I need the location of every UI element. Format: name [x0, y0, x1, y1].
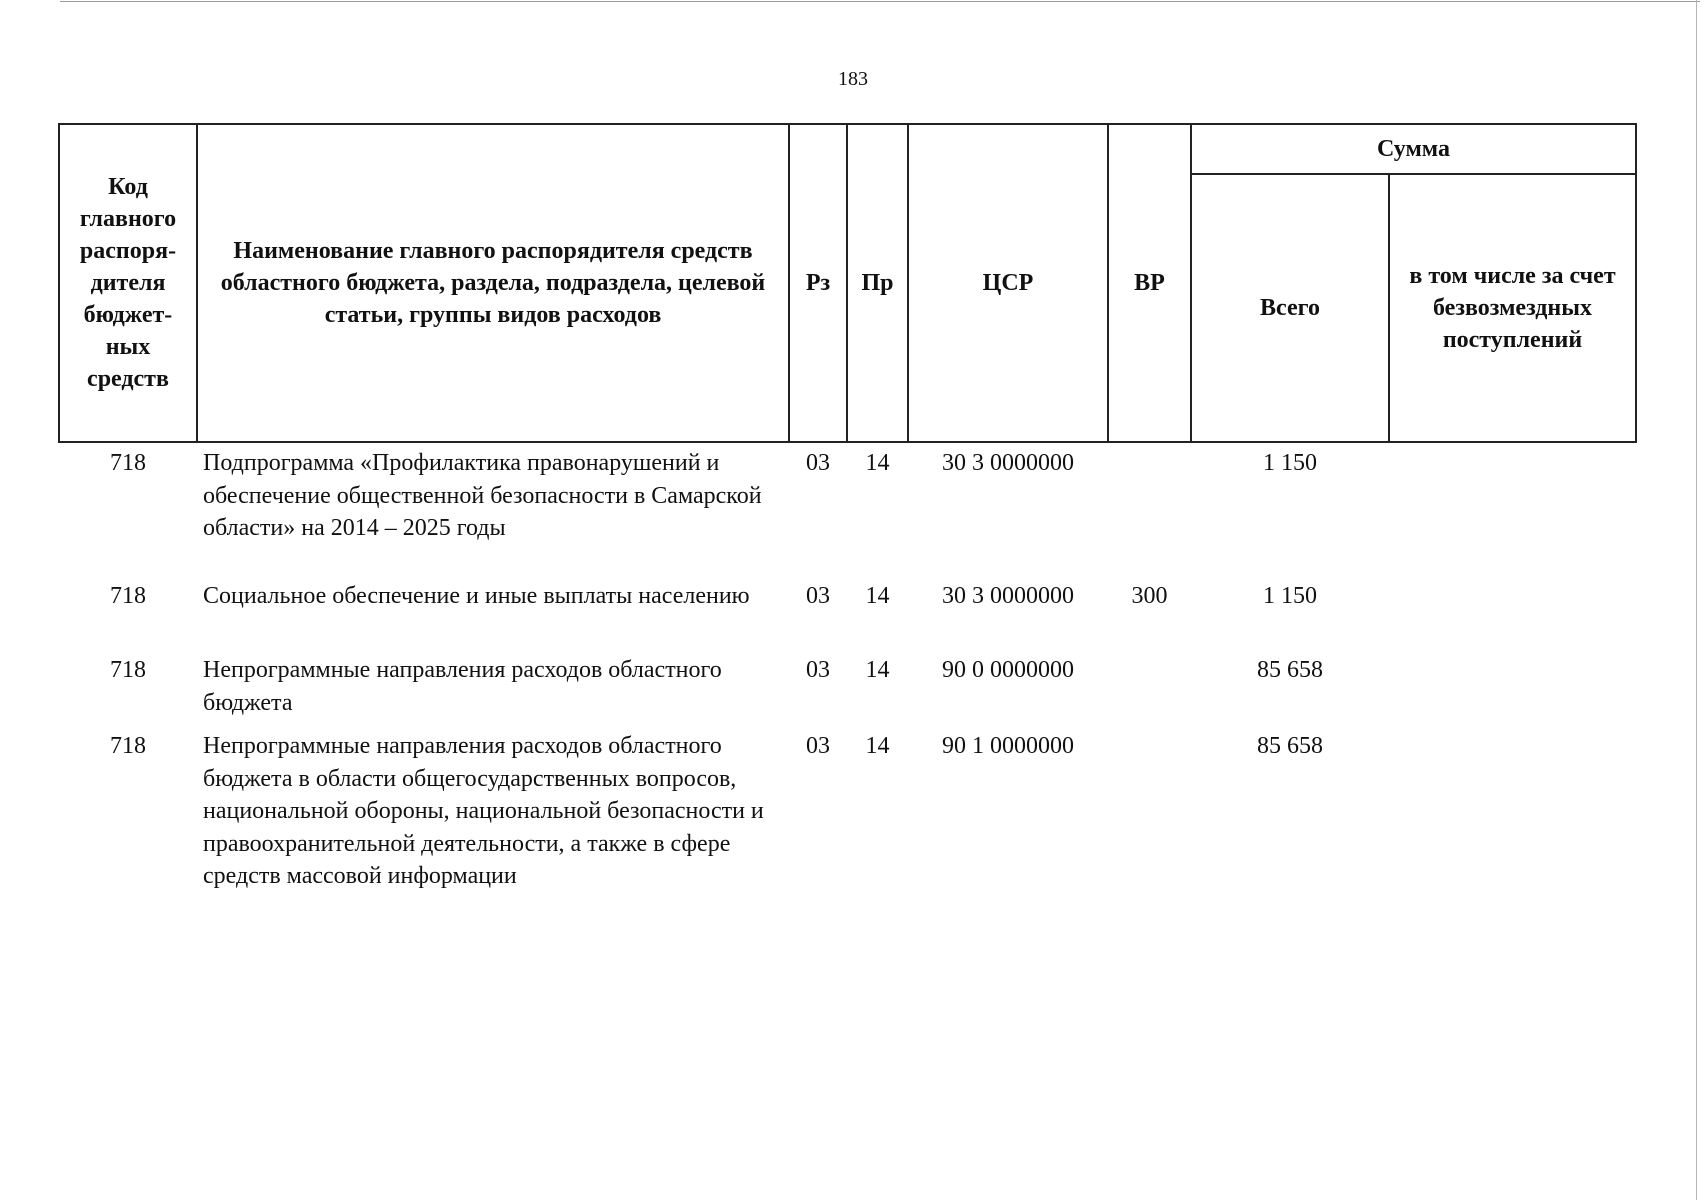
- cell-code: 718: [110, 657, 146, 683]
- cell-vr: [1108, 726, 1191, 960]
- cell-csr: 30 3 0000000: [942, 583, 1074, 609]
- cell-rz: 03: [806, 583, 830, 609]
- header-sum: Сумма: [1191, 124, 1636, 174]
- table-body: [59, 442, 1636, 960]
- header-free: в том числе за счет безвозмездных поступлений: [1389, 174, 1636, 442]
- header-csr: ЦСР: [908, 124, 1108, 442]
- cell-rz: 03: [806, 450, 830, 476]
- cell-free: [1389, 650, 1636, 726]
- cell-total: 1 150: [1263, 450, 1317, 476]
- cell-csr: 90 1 0000000: [942, 733, 1074, 759]
- header-code: Код главного распоря-дителя бюджет-ных средств: [59, 124, 197, 442]
- header-pr: Пр: [847, 124, 908, 442]
- header-vr: ВР: [1108, 124, 1191, 442]
- cell-total: 85 658: [1257, 657, 1323, 683]
- cell-name: Подпрограмма «Профилактика правонарушений и обеспечение общественной безопасности в Самарской области» на 2014 – 2025 годы: [203, 450, 762, 541]
- cell-free: [1389, 576, 1636, 650]
- cell-pr: 14: [865, 450, 890, 476]
- budget-table: [58, 123, 1637, 960]
- cell-name: Непрограммные направления расходов областного бюджета в области общегосударственных вопросов, национальной обороны, национальной безопасности и правоохранительной деятельности, а также в сфере средств массовой информации: [203, 733, 764, 889]
- cell-pr: 14: [865, 733, 890, 759]
- cell-code: 718: [110, 733, 146, 759]
- cell-free: [1389, 442, 1636, 576]
- cell-free: [1389, 726, 1636, 960]
- table-row: [59, 726, 1636, 960]
- cell-rz: 03: [806, 657, 830, 683]
- cell-vr: 300: [1131, 583, 1168, 609]
- cell-vr: [1108, 442, 1191, 576]
- cell-name: Непрограммные направления расходов областного бюджета: [203, 657, 722, 716]
- cell-rz: 03: [806, 733, 830, 759]
- cell-name: Социальное обеспечение и иные выплаты населению: [203, 583, 750, 609]
- cell-vr: [1108, 650, 1191, 726]
- table-header: [59, 124, 1636, 442]
- scan-edge-top: [60, 1, 1700, 2]
- table-row: [59, 650, 1636, 726]
- cell-total: 85 658: [1257, 733, 1323, 759]
- table-row: [59, 576, 1636, 650]
- header-rz: Рз: [789, 124, 847, 442]
- cell-code: 718: [110, 450, 146, 476]
- cell-pr: 14: [865, 657, 890, 683]
- page-number: 183: [838, 68, 868, 90]
- header-name: Наименование главного распорядителя средств областного бюджета, раздела, подраздела, целевой статьи, группы видов расходов: [197, 124, 789, 442]
- cell-code: 718: [110, 583, 146, 609]
- header-total: Всего: [1191, 174, 1389, 442]
- scan-edge-right: [1696, 0, 1697, 1200]
- cell-csr: 30 3 0000000: [942, 450, 1074, 476]
- cell-pr: 14: [865, 583, 890, 609]
- cell-csr: 90 0 0000000: [942, 657, 1074, 683]
- cell-total: 1 150: [1263, 583, 1317, 609]
- table-row: [59, 442, 1636, 576]
